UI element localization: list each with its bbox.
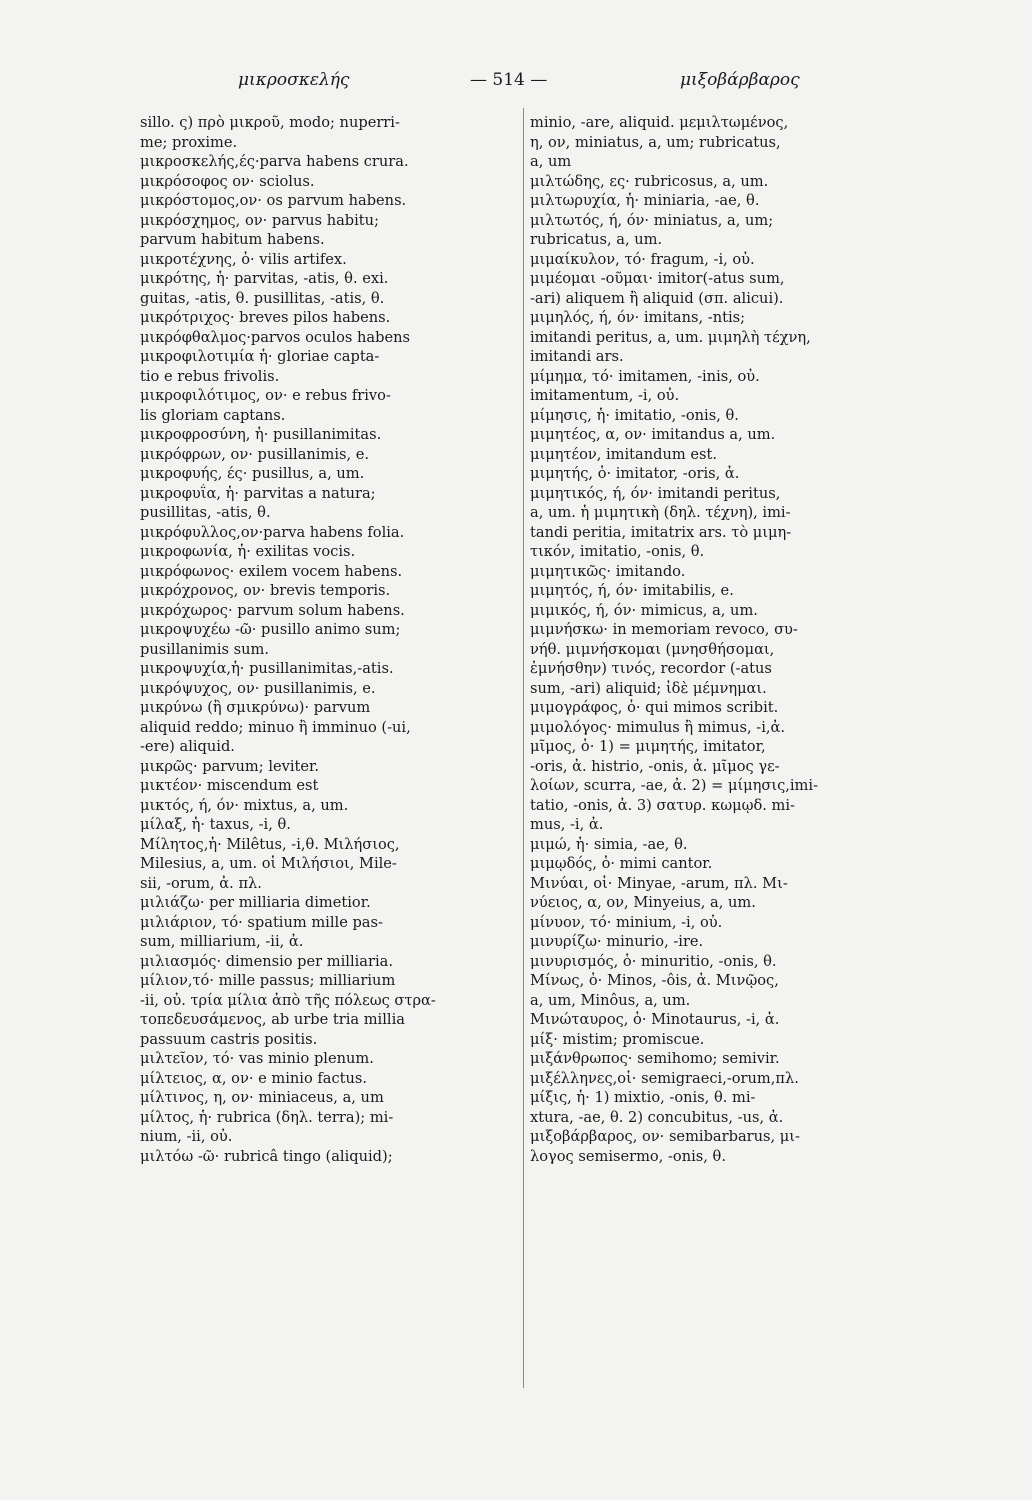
left-column [140, 113, 524, 1166]
dictionary-line: μινυρίζω· minurio, -ire. [530, 933, 704, 950]
dictionary-line: μικροτέχνης, ὁ· vilis artifex. [140, 250, 347, 268]
dictionary-line: Μινύαι, οἱ· Minyae, -arum, πλ. Μι- [530, 874, 788, 892]
dictionary-line: μίλτειος, α, ον· e minio factus. [140, 1069, 368, 1087]
dictionary-line: μίμησις, ἡ· imitatio, -onis, θ. [530, 406, 739, 424]
dictionary-line: a, um. ἡ μιμητικὴ (δηλ. τέχνη), imi- [530, 504, 791, 521]
dictionary-line: τοπεδευσάμενος, ab urbe tria millia [140, 1011, 405, 1028]
dictionary-line: μικροφυΐα, ἡ· parvitas a natura; [140, 484, 376, 502]
dictionary-line: μικροφυής, ές· pusillus, a, um. [140, 465, 365, 482]
dictionary-line: λοίων, scurra, -ae, ἀ. 2) = μίμησις,imi- [530, 777, 818, 794]
dictionary-line: rubricatus, a, um. [530, 231, 663, 248]
dictionary-line: sum, milliarium, -ii, ἀ. [140, 933, 304, 950]
dictionary-line: sum, -ari) aliquid; ἰδὲ μέμνημαι. [530, 679, 767, 697]
dictionary-line: μικροφωνία, ἡ· exilitas vocis. [140, 543, 356, 560]
dictionary-line: μιξάνθρωπος· semihomo; semivir. [530, 1050, 780, 1067]
dictionary-line: μικρόσχημος, ον· parvus habitu; [140, 211, 379, 229]
dictionary-line: μικροφροσύνη, ἡ· pusillanimitas. [140, 426, 382, 443]
dictionary-line: μικρόφυλλος,ον·parva habens folia. [140, 523, 405, 541]
dictionary-line: μικτός, ή, όν· mixtus, a, um. [140, 796, 349, 814]
page-header [0, 70, 1032, 100]
dictionary-line: pusillanimis sum. [140, 640, 269, 658]
dictionary-line: μιμνήσκω· in memoriam revoco, συ- [530, 621, 798, 638]
dictionary-line: μικρύνω (ἢ σμικρύνω)· parvum [140, 699, 371, 716]
dictionary-line: μιλτωτός, ή, όν· miniatus, a, um; [530, 211, 774, 229]
dictionary-line: μικρόφθαλμος·parvos oculos habens [140, 328, 410, 346]
dictionary-line: μίλτινος, η, ον· miniaceus, a, um [140, 1089, 384, 1106]
dictionary-line: μικρόφωνος· exilem vocem habens. [140, 562, 403, 580]
dictionary-line: Μίλητος,ἡ· Milêtus, -i,θ. Μιλήσιος, [140, 835, 400, 853]
dictionary-line: μίλιον,τό· mille passus; milliarium [140, 972, 396, 989]
dictionary-line: μιλτώδης, ες· rubricosus, a, um. [530, 172, 769, 190]
running-head-left: μικροσκελής [238, 70, 350, 90]
dictionary-line: μιμογράφος, ὁ· qui mimos scribit. [530, 699, 779, 716]
dictionary-line: -ere) aliquid. [140, 738, 235, 755]
dictionary-line: μιμητικός, ή, όν· imitandi peritus, [530, 484, 781, 502]
dictionary-line: μικροψυχία,ἡ· pusillanimitas,-atis. [140, 660, 394, 677]
dictionary-line: μιμαίκυλον, τό· fragum, -i, οὐ. [530, 250, 755, 268]
dictionary-line: imitandi peritus, a, um. μιμηλὴ τέχνη, [530, 328, 811, 346]
dictionary-line: τικόν, imitatio, -onis, θ. [530, 543, 705, 560]
dictionary-line: νήθ. μιμνήσκομαι (μνησθήσομαι, [530, 640, 775, 658]
dictionary-line: μιμῳδός, ὁ· mimi cantor. [530, 855, 713, 872]
dictionary-line: parvum habitum habens. [140, 231, 325, 248]
dictionary-line: passuum castris positis. [140, 1030, 318, 1048]
dictionary-line: μιμηλός, ή, όν· imitans, -ntis; [530, 309, 746, 326]
dictionary-line: μιμώ, ἡ· simia, -ae, θ. [530, 835, 688, 853]
running-head-right: μιξοβάρβαρος [680, 70, 800, 90]
dictionary-line: μιμητής, ὁ· imitator, -oris, ἀ. [530, 465, 740, 482]
dictionary-line: μίλτος, ἡ· rubrica (δηλ. terra); mi- [140, 1108, 394, 1126]
dictionary-line: μικρῶς· parvum; leviter. [140, 757, 320, 775]
dictionary-line: sii, -orum, ἀ. πλ. [140, 874, 262, 892]
dictionary-line: μιξοβάρβαρος, ον· semibarbarus, μι- [530, 1128, 800, 1145]
dictionary-line: μιλιάριον, τό· spatium mille pas- [140, 913, 383, 931]
dictionary-line: aliquid reddo; minuo ἢ imminuo (-ui, [140, 718, 411, 736]
dictionary-line: μικροσκελής,ές·parva habens crura. [140, 153, 409, 170]
page-number: — 514 — [470, 70, 548, 90]
dictionary-line: me; proxime. [140, 133, 238, 151]
dictionary-line: guitas, -atis, θ. pusillitas, -atis, θ. [140, 289, 385, 307]
dictionary-line: xtura, -ae, θ. 2) concubitus, -us, ἀ. [530, 1108, 784, 1126]
dictionary-line: Milesius, a, um. οἱ Μιλήσιοι, Mile- [140, 855, 397, 872]
dictionary-line: μιλτεῖον, τό· vas minio plenum. [140, 1050, 374, 1067]
dictionary-line: μικρόψυχος, ον· pusillanimis, e. [140, 679, 376, 697]
dictionary-line: nium, -ii, οὐ. [140, 1128, 233, 1145]
dictionary-line: μικρότριχος· breves pilos habens. [140, 309, 391, 326]
dictionary-line: μινυρισμός, ὁ· minuritio, -onis, θ. [530, 952, 777, 970]
dictionary-line: μίνυον, τό· minium, -i, οὐ. [530, 913, 723, 931]
dictionary-line: μιμητός, ή, όν· imitabilis, e. [530, 582, 734, 599]
dictionary-line: lis gloriam captans. [140, 406, 286, 424]
dictionary-line: μιμητικῶς· imitando. [530, 562, 686, 580]
dictionary-line: μῖμος, ὁ· 1) = μιμητής, imitator, [530, 738, 766, 755]
dictionary-line: μίξ· mistim; promiscue. [530, 1030, 705, 1048]
dictionary-line: μικτέον· miscendum est [140, 777, 319, 794]
dictionary-line: μιμικός, ή, όν· mimicus, a, um. [530, 601, 758, 619]
dictionary-line: λογος semisermo, -onis, θ. [530, 1147, 726, 1165]
dictionary-line: -ari) aliquem ἢ aliquid (σπ. alicui). [530, 289, 784, 307]
dictionary-line: μιλιασμός· dimensio per milliaria. [140, 952, 393, 970]
dictionary-line: a, um, Minôus, a, um. [530, 991, 691, 1009]
dictionary-line: μικρόφρων, ον· pusillanimis, e. [140, 445, 370, 463]
dictionary-line: μικρόχωρος· parvum solum habens. [140, 601, 405, 619]
right-column [530, 113, 910, 1166]
dictionary-line: μικροψυχέω -ῶ· pusillo animo sum; [140, 621, 401, 638]
dictionary-line: pusillitas, -atis, θ. [140, 504, 271, 521]
dictionary-line: Μινώταυρος, ὁ· Minotaurus, -i, ἀ. [530, 1011, 780, 1028]
dictionary-line: imitandi ars. [530, 348, 624, 365]
dictionary-line: μίλαξ, ἡ· taxus, -i, θ. [140, 816, 291, 833]
dictionary-line: μικροφιλότιμος, ον· e rebus frivo- [140, 387, 391, 404]
dictionary-line: μίξις, ἡ· 1) mixtio, -onis, θ. mi- [530, 1089, 756, 1106]
dictionary-line: ἐμνήσθην) τινός, recordor (-atus [530, 660, 772, 677]
dictionary-line: tandi peritia, imitatrix ars. τὸ μιμη- [530, 523, 792, 541]
dictionary-line: μικροφιλοτιμία ἡ· gloriae capta- [140, 348, 380, 365]
dictionary-line: μιμητέον, imitandum est. [530, 445, 717, 463]
dictionary-line: νύειος, α, ον, Minyeius, a, um. [530, 894, 756, 911]
dictionary-line: μιξέλληνες,οἱ· semigraeci,-orum,πλ. [530, 1069, 799, 1087]
dictionary-line: imitamentum, -i, οὐ. [530, 387, 680, 404]
dictionary-line: -oris, ἀ. histrio, -onis, ἀ. μῖμος γε- [530, 757, 780, 775]
dictionary-line: μικρόχρονος, ον· brevis temporis. [140, 582, 391, 599]
dictionary-line: μίμημα, τό· imitamen, -inis, οὐ. [530, 367, 760, 385]
dictionary-line: μιλιάζω· per milliaria dimetior. [140, 894, 371, 911]
dictionary-line: tatio, -onis, ἀ. 3) σατυρ. κωμῳδ. mi- [530, 796, 795, 814]
dictionary-line: a, um [530, 153, 572, 170]
dictionary-line: tio e rebus frivolis. [140, 367, 280, 385]
dictionary-line: μιλτόω -ῶ· rubricâ tingo (aliquid); [140, 1147, 393, 1165]
dictionary-line: μιμέομαι -οῦμαι· imitor(-atus sum, [530, 270, 785, 287]
dictionary-line: -ii, οὐ. τρία μίλια ἀπὸ τῆς πόλεως στρα- [140, 991, 436, 1009]
dictionary-line: μικρόσοφος ον· sciolus. [140, 172, 315, 190]
dictionary-line: μιμητέος, α, ον· imitandus a, um. [530, 426, 776, 443]
dictionary-line: μικρότης, ἡ· parvitas, -atis, θ. exi. [140, 270, 389, 287]
dictionary-line: μιμολόγος· mimulus ἢ mimus, -i,ἀ. [530, 718, 786, 736]
dictionary-line: μικρόστομος,ον· os parvum habens. [140, 192, 407, 209]
dictionary-line: mus, -i, ἀ. [530, 816, 604, 833]
dictionary-line: μιλτωρυχία, ἡ· miniaria, -ae, θ. [530, 192, 760, 209]
dictionary-line: Μίνως, ὁ· Minos, -ôis, ἀ. Μινῷος, [530, 972, 779, 989]
dictionary-line: minio, -are, aliquid. μεμιλτωμένος, [530, 114, 789, 131]
dictionary-line: η, ον, miniatus, a, um; rubricatus, [530, 133, 781, 151]
dictionary-line: sillo. ς) πρὸ μικροῦ, modo; nuperri- [140, 114, 400, 131]
